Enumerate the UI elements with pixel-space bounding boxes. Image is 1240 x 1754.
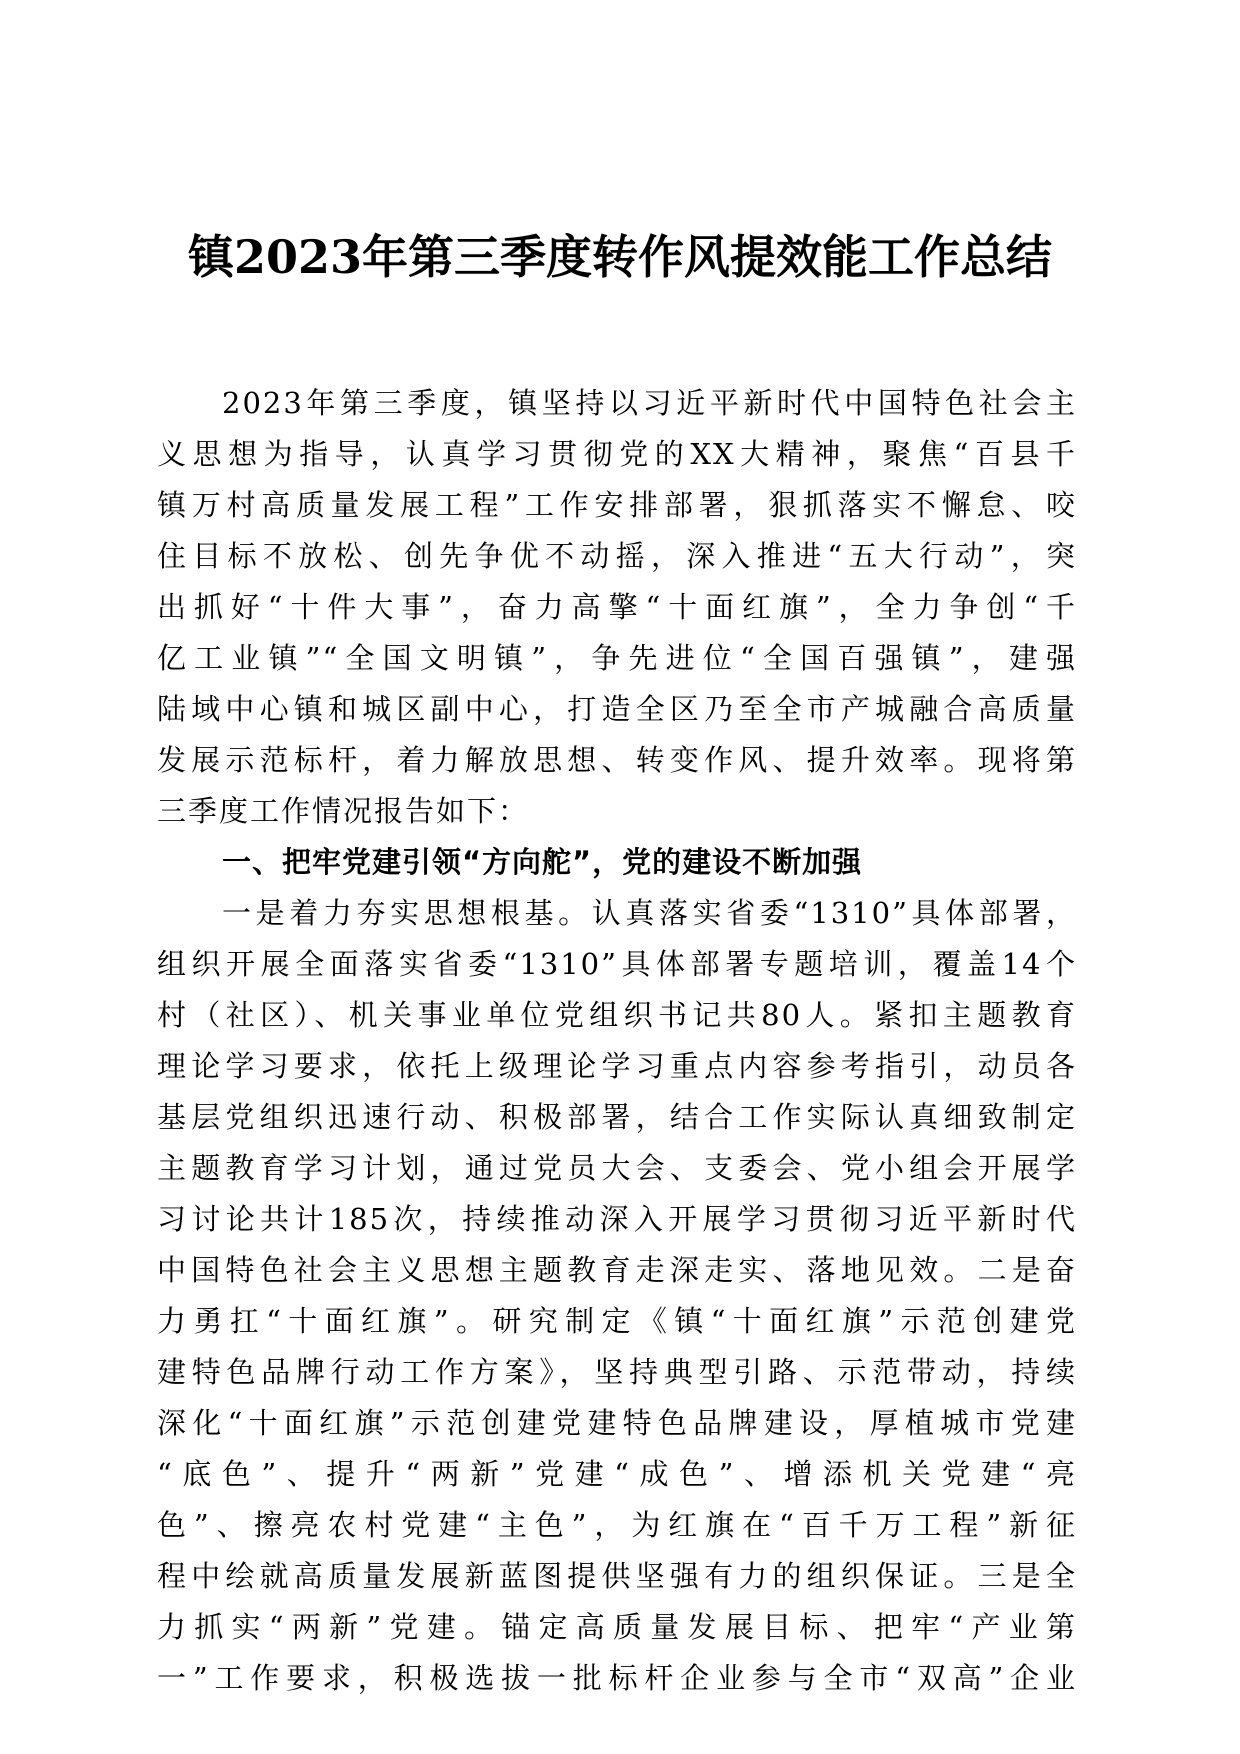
paragraph-line: 习讨论共计185次，持续推动深入开展学习贯彻习近平新时代 — [157, 1202, 1077, 1236]
paragraph-line: 村（社区）、机关事业单位党组织书记共80人。紧扣主题教育 — [157, 998, 1077, 1032]
section-heading: 一、把牢党建引领“方向舵”，党的建设不断加强 — [222, 845, 863, 879]
paragraph-line: 三季度工作情况报告如下： — [157, 794, 530, 828]
section-paragraph — [157, 888, 1077, 1704]
paragraph-line: 发展示范标杆，着力解放思想、转变作风、提升效率。现将第 — [157, 743, 1077, 777]
paragraph-line: 住目标不放松、创先争优不动摇，深入推进“五大行动”，突 — [157, 539, 1077, 573]
paragraph-line: 色”、擦亮农村党建“主色”，为红旗在“百千万工程”新征 — [157, 1508, 1077, 1542]
paragraph-line: 义思想为指导，认真学习贯彻党的XX大精神，聚焦“百县千 — [157, 437, 1077, 471]
paragraph-line: 出抓好“十件大事”，奋力高擎“十面红旗”，全力争创“千 — [157, 590, 1077, 624]
document-title: 镇2023年第三季度转作风提效能工作总结 — [187, 230, 1053, 284]
paragraph-line: 理论学习要求，依托上级理论学习重点内容参考指引，动员各 — [157, 1049, 1077, 1083]
paragraph-line: 主题教育学习计划，通过党员大会、支委会、党小组会开展学 — [157, 1151, 1077, 1185]
paragraph-line: 镇万村高质量发展工程”工作安排部署，狠抓落实不懈怠、咬 — [157, 488, 1077, 522]
document-body — [157, 378, 1077, 1704]
paragraph-line: 程中绘就高质量发展新蓝图提供坚强有力的组织保证。三是全 — [157, 1559, 1077, 1593]
paragraph-line: 力勇扛“十面红旗”。研究制定《镇“十面红旗”示范创建党 — [157, 1304, 1077, 1338]
paragraph-line: 一”工作要求，积极选拔一批标杆企业参与全市“双高”企业 — [157, 1661, 1077, 1695]
paragraph-line: 力抓实“两新”党建。锚定高质量发展目标、把牢“产业第 — [157, 1610, 1077, 1644]
paragraph-line: 亿工业镇”“全国文明镇”，争先进位“全国百强镇”，建强 — [157, 641, 1077, 675]
paragraph-line: 基层党组织迅速行动、积极部署，结合工作实际认真细致制定 — [157, 1100, 1077, 1134]
paragraph-line: 2023年第三季度，镇坚持以习近平新时代中国特色社会主 — [222, 386, 1077, 420]
paragraph-line: 一是着力夯实思想根基。认真落实省委“1310”具体部署， — [222, 896, 1077, 930]
intro-paragraph — [157, 378, 1077, 837]
paragraph-line: “底色”、提升“两新”党建“成色”、增添机关党建“亮 — [157, 1457, 1077, 1491]
paragraph-line: 深化“十面红旗”示范创建党建特色品牌建设，厚植城市党建 — [157, 1406, 1077, 1440]
paragraph-line: 建特色品牌行动工作方案》，坚持典型引路、示范带动，持续 — [157, 1355, 1077, 1389]
paragraph-line: 组织开展全面落实省委“1310”具体部署专题培训，覆盖14个 — [157, 947, 1077, 981]
paragraph-line: 中国特色社会主义思想主题教育走深走实、落地见效。二是奋 — [157, 1253, 1077, 1287]
paragraph-line: 陆域中心镇和城区副中心，打造全区乃至全市产城融合高质量 — [157, 692, 1077, 726]
